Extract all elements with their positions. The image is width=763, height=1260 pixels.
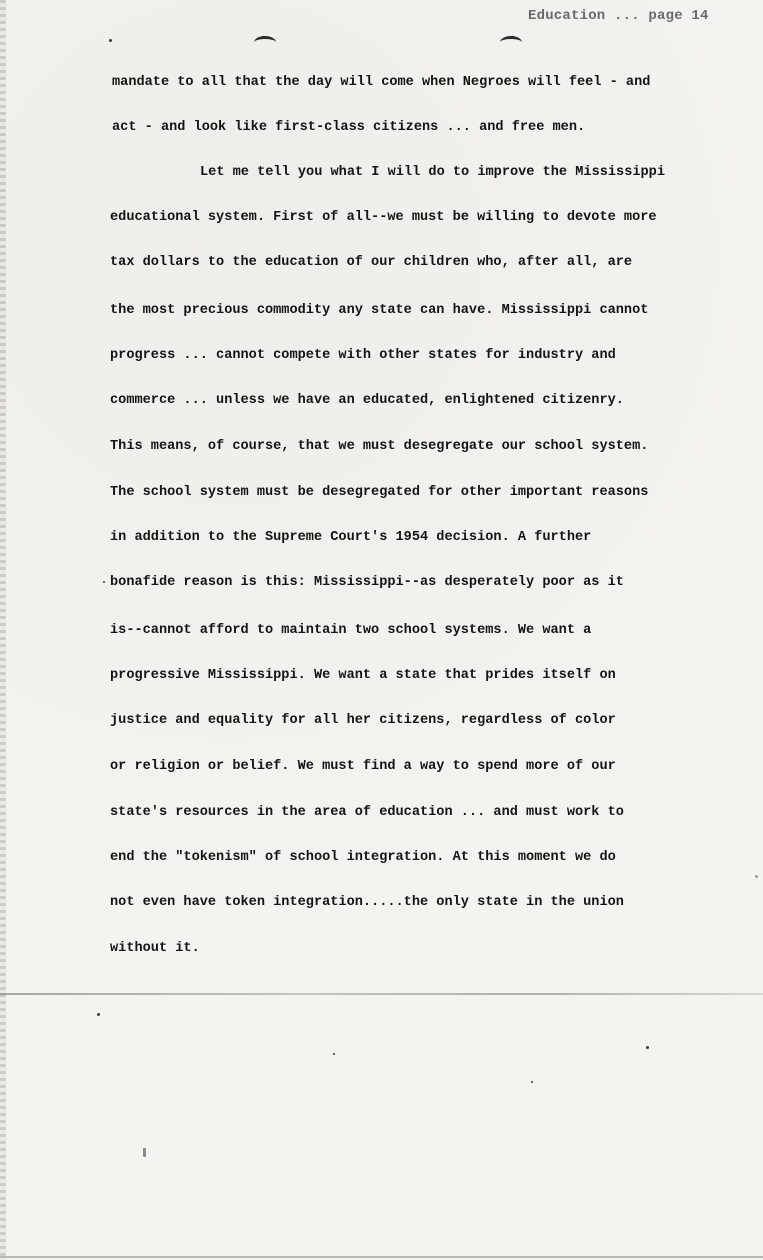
text-line: The school system must be desegregated for other important reasons (110, 485, 649, 500)
scan-speck (97, 1013, 100, 1016)
text-line: mandate to all that the day will come when Negroes will feel - and (112, 75, 651, 90)
page-fold-line (0, 993, 763, 995)
page-header: Education ... page 14 (528, 8, 709, 24)
text-line: progressive Mississippi. We want a state that prides itself on (110, 668, 616, 683)
text-line: end the "tokenism" of school integration. At this moment we do (110, 850, 616, 865)
text-line: in addition to the Supreme Court's 1954 decision. A further (110, 530, 592, 545)
scan-speck (103, 581, 105, 583)
text-line: or religion or belief. We must find a way to spend more of our (110, 759, 616, 774)
text-line: state's resources in the area of education ... and must work to (110, 805, 624, 820)
scan-left-edge (0, 0, 6, 1260)
scan-bottom-edge (0, 1256, 763, 1258)
scan-speck (646, 1046, 649, 1049)
paragraph-start-line: Let me tell you what I will do to improve the Mississippi (200, 165, 665, 180)
scan-speck (755, 875, 758, 878)
hole-punch-mark (254, 36, 276, 49)
text-line: justice and equality for all her citizens, regardless of color (110, 713, 616, 728)
text-line: tax dollars to the education of our children who, after all, are (110, 255, 633, 270)
scan-speck (333, 1053, 335, 1055)
text-line: progress ... cannot compete with other states for industry and (110, 348, 616, 363)
scan-speck (143, 1148, 146, 1157)
text-line: act - and look like first-class citizens ... and free men. (112, 120, 586, 135)
text-line: commerce ... unless we have an educated, enlightened citizenry. (110, 393, 624, 408)
text-line: educational system. First of all--we must be willing to devote more (110, 210, 657, 225)
text-line: without it. (110, 941, 200, 956)
text-line: not even have token integration.....the only state in the union (110, 895, 624, 910)
scan-speck (109, 39, 112, 42)
scan-speck (531, 1081, 533, 1083)
text-line: bonafide reason is this: Mississippi--as desperately poor as it (110, 575, 624, 590)
text-line: is--cannot afford to maintain two school systems. We want a (110, 623, 592, 638)
text-line: This means, of course, that we must desegregate our school system. (110, 439, 649, 454)
hole-punch-mark (500, 36, 522, 49)
text-line: the most precious commodity any state can have. Mississippi cannot (110, 303, 649, 318)
